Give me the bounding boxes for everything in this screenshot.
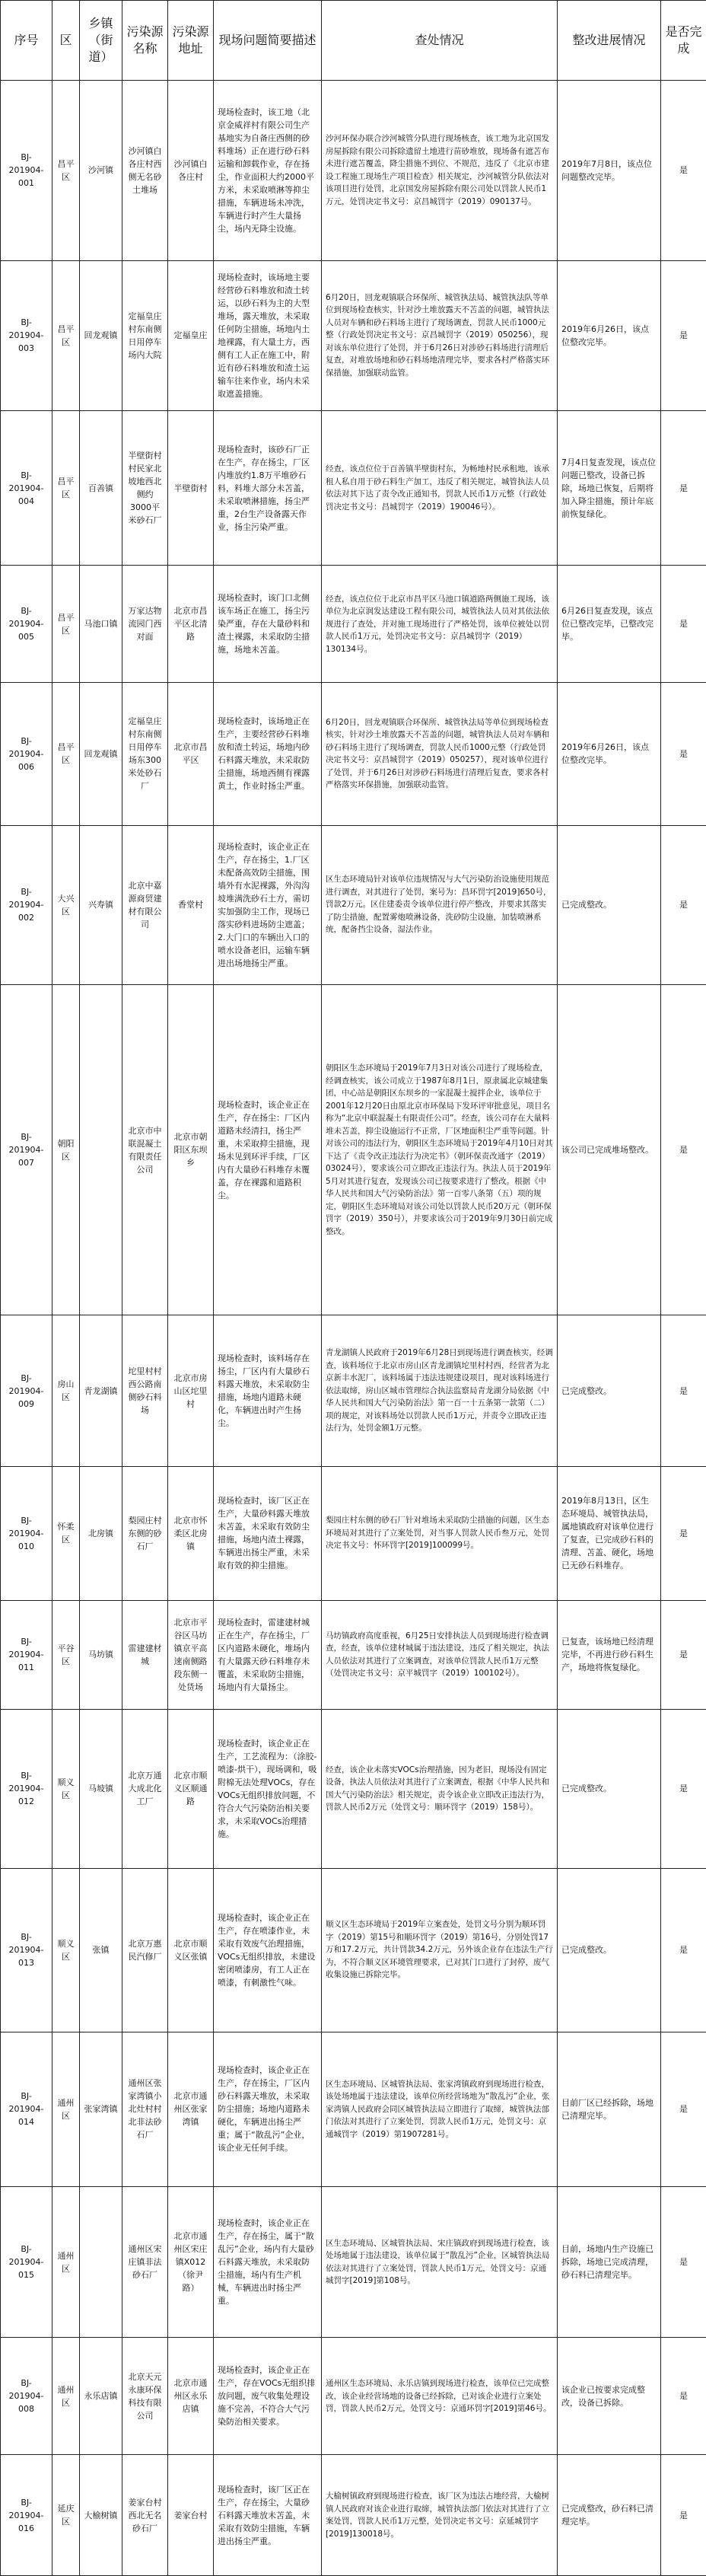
row-investigation: 6月20日，回龙观镇联合环保所、城管执法局、城管执法队等单位到现场检查核实，针对沙土堆放露天不苫盖的问题，城管执法人员对车辆和砂石料场主进行了现场调查，罚款人民币1000元整（行政处罚决定书文号：京昌城罚字（2019）050256），现对该东单位进行了处罚，并于6月26日对涉砂石料场进行清理后复查，对堆放场地和砂石料场地清理完毕，要求各村严格落实环保措施，加强联动监管。 <box>322 260 558 410</box>
table-row <box>1 1466 706 1600</box>
row-town: 青龙湖镇 <box>80 1315 122 1466</box>
header-completed: 是否完成 <box>661 1 706 81</box>
row-source-addr: 北京市顺义区张镇 <box>168 1868 214 2032</box>
row-progress: 7月4日复查发现，该点位问题已整改，设备已拆除，场地已恢复，后期将加入降尘措施，预计年底前恢复绿化。 <box>558 410 661 566</box>
row-completed: 是 <box>661 2187 706 2338</box>
row-seq: BJ-201904-014 <box>1 2032 52 2187</box>
row-seq: BJ-201904-003 <box>1 260 52 410</box>
row-source-addr: 北京市昌平区 <box>168 683 214 825</box>
row-town: 马坊镇 <box>80 1600 122 1709</box>
row-source-name: 万家达物流园门西对面 <box>122 566 168 683</box>
row-completed: 是 <box>661 2455 706 2576</box>
row-source-name: 梨园庄村东侧的砂石厂 <box>122 1466 168 1600</box>
row-progress: 目前，场地内生产设施已拆除，场地已完成清理，砂石料已清理完毕。 <box>558 2187 661 2338</box>
row-problem: 现场检查时，该厂区正在生产，大量砂料露天堆放未苫盖，未采取有效防尘措施，场地内渣土裸露，车辆进出扬尘严重，未采取有效的抑尘措施。 <box>214 1466 322 1600</box>
row-seq: BJ-201904-006 <box>1 683 52 825</box>
row-completed: 是 <box>661 1868 706 2032</box>
row-source-addr: 北京市朝阳区东坝乡 <box>168 984 214 1315</box>
row-progress: 目前厂区已经拆除，场地已清理完毕。 <box>558 2032 661 2187</box>
row-seq: BJ-201904-005 <box>1 566 52 683</box>
row-seq: BJ-201904-007 <box>1 984 52 1315</box>
header-seq: 序号 <box>1 1 52 81</box>
table-row <box>1 410 706 566</box>
row-district: 顺义区 <box>52 1868 80 2032</box>
row-source-name: 北京市中联混凝土有限责任公司 <box>122 984 168 1315</box>
row-source-name: 通州区宋庄镇非法砂石厂 <box>122 2187 168 2338</box>
row-source-addr: 香堂村 <box>168 825 214 984</box>
row-investigation: 马坊镇政府高度重视，6月25日安排执法人员到现场进行检查调查，经查，该单位建材城属于违法建设，违反了相关规定，执法人员依法对其进行了立案调查，对该单位罚款人民币1万元整（处罚决定书文号：京平城罚字（2019）100102号）。 <box>322 1600 558 1709</box>
row-completed: 是 <box>661 984 706 1315</box>
row-town: 张家湾镇 <box>80 2032 122 2187</box>
table-row <box>1 566 706 683</box>
row-completed: 是 <box>661 1600 706 1709</box>
header-row <box>1 1 706 81</box>
row-problem: 现场检查时，该场地主要经营砂石料堆放和渣土转运，以砂石料为主的大型堆场，露天堆放，未采取任何防尘措施，场地内土地裸露，有大量土方，西侧有工人正在施工中，附近有砂石料堆放和渣土运输车往来作业，场内未采取遮盖措施。 <box>214 260 322 410</box>
row-source-addr: 北京市通州区张家湾镇 <box>168 2032 214 2187</box>
row-progress: 2019年7月8日，该点位问题整改完毕。 <box>558 81 661 261</box>
row-problem: 现场检查时，该企业正在生产，存在扬尘，属于“散乱污”企业，场内有大量砂石料露天堆放，未采取防尘措施，场内有生产机械，车辆进出时扬尘严重。 <box>214 2187 322 2338</box>
row-completed: 是 <box>661 260 706 410</box>
row-progress: 已完成整改，砂石料已清理完毕。 <box>558 2455 661 2576</box>
table-row <box>1 81 706 261</box>
row-district: 通州区 <box>52 2187 80 2338</box>
row-source-addr: 半壁街村 <box>168 410 214 566</box>
row-completed: 是 <box>661 2032 706 2187</box>
row-completed: 是 <box>661 81 706 261</box>
row-problem: 现场检查时，该工地（北京金威祥村有限公司生产基地实为自备庄西侧的砂料堆场）正在进行砂石料运输和卸载作业，存在扬尘，作业面积大约2000平方米，未采取喷淋等抑尘措施，车辆进场未冲洗，车辆进行时产生大量扬尘，场内无降尘设施。 <box>214 81 322 261</box>
row-problem: 现场检查时，该厂区正在生产，存在扬尘，大量砂石料露天堆放未苫盖，未采取有效防尘措施，车辆进出扬尘严重。 <box>214 2455 322 2576</box>
row-source-addr: 姜家台村 <box>168 2455 214 2576</box>
table-row <box>1 1868 706 2032</box>
row-completed: 是 <box>661 566 706 683</box>
row-problem: 现场检查时，该企业正在生产，存在扬尘，厂区内砂石料露天堆放，未采取防尘措施；场地内道路未硬化，车辆进出扬尘严重；属于“散乱污”企业，该企业无任何手续。 <box>214 2032 322 2187</box>
row-seq: BJ-201904-008 <box>1 2338 52 2455</box>
row-problem: 现场检查时，该企业正在生产，存在扬尘：厂区内道路未经清扫，扬尘严重，未采取抑尘措施，现场未见到环评手续，厂区内有大量砂石料堆存未覆盖，存在裸露和道路积尘。 <box>214 984 322 1315</box>
row-completed: 是 <box>661 1315 706 1466</box>
row-town: 沙河镇 <box>80 81 122 261</box>
row-problem: 现场检查时，该门口北侧该车场正在施工，扬尘污染严重，存在大量砂料和渣土裸露，未采取防尘措施，场地未苫盖。 <box>214 566 322 683</box>
table-row <box>1 1600 706 1709</box>
row-town: 马池口镇 <box>80 566 122 683</box>
header-progress: 整改进展情况 <box>558 1 661 81</box>
row-town: 回龙观镇 <box>80 683 122 825</box>
row-source-name: 北京中嘉源商贸建材有限公司 <box>122 825 168 984</box>
row-investigation: 朝阳区生态环境局于2019年7月3日对该公司进行了现场检查，经调查核实，该公司成立于1987年8月1日，原隶属北京城建集团，中心站是朝阳区东坝乡的一家混凝土搅拌企业，该单位于2001年12月20日由原北京市环保局下发环评审批意见，项目名称为“北京中联混凝土有限责任公司”。经查，该公司存在大量料堆未苫盖，抑尘设施运行不正常，厂区地面积尘严重等问题。针对该公司的违法行为，朝阳区生态环境局于2019年4月10日对其下达了《责令改正违法行为决定书》（朝环保责改通字（2019）03024号），要求该公司立即改正违法行为。执法人员于2019年5月对其进行复查，发现该公司已按要求进行了整改。根据《中华人民共和国大气污染防治法》第一百零八条第（五）项的规定，朝阳区生态环境局对该公司处以罚款人民币20万元（朝环保罚字（2019）350号），并要求该公司于2019年9月30日前完成整改。 <box>322 984 558 1315</box>
row-town: 永乐店镇 <box>80 2338 122 2455</box>
row-progress: 6月26日复查发现，该点位已整改完毕，已整改完毕。 <box>558 566 661 683</box>
row-problem: 现场检查时，该料场存在扬尘，厂区内有大量砂石料露天堆放，未采取防尘措施，场地内道路未硬化，车辆进出时产生扬尘。 <box>214 1315 322 1466</box>
row-investigation: 区生态环境局、区城管执法局、张家湾镇政府到现场进行检查，该处场地属于违法建设，该单位所经营场地为“散乱污”企业，张家湾镇人民政府会同区城管执法局立即进行了取缔，城管执法部门依法对其进行了立案处罚，罚款人民币1万元，处罚文号：京通城罚字（2019）第1907281号。 <box>322 2032 558 2187</box>
header-town: 乡镇（街道） <box>80 1 122 81</box>
row-source-name: 北京天元永康环保科技有限公司 <box>122 2338 168 2455</box>
row-completed: 是 <box>661 683 706 825</box>
row-source-name: 北京万惠民汽修厂 <box>122 1868 168 2032</box>
header-investigation: 查处情况 <box>322 1 558 81</box>
table-row <box>1 683 706 825</box>
row-investigation: 经查，该点位位于北京市昌平区马池口镇道路两侧施工现场，该单位为北京润发达建设工程有限公司，城管执法人员对其依法依规进行了查处，并对施工现场进行了严格处罚，该单位被处以罚款人民币1万元，处罚决定书文号：京昌城罚字（2019）130134号。 <box>322 566 558 683</box>
row-problem: 现场检查时，该场地正在生产，主要经营砂石料堆放和渣土转运，场地内砂石料露天堆放，未采取防尘措施，场地西侧有裸露黄土，作业时扬尘严重。 <box>214 683 322 825</box>
row-seq: BJ-201904-011 <box>1 1600 52 1709</box>
row-problem: 现场检查时，该砂石厂正在生产，存在扬尘，厂区内堆放约1.8万平堆砂石料，料堆大部分未苫盖，未采取喷淋措施，扬尘严重，2台生产设备露天作业，扬尘污染严重。 <box>214 410 322 566</box>
table-row <box>1 984 706 1315</box>
row-problem: 现场检查时，该企业正在生产，工艺流程为：（涂胶-喷漆-烘干），现场调和，吸附棉无法处理VOCs，存在VOCs无组织排放问题，不符合大气污染防治相关要求，未采取VOCs治理措施。 <box>214 1709 322 1868</box>
row-progress: 2019年6月26日，该点位整改完毕。 <box>558 260 661 410</box>
row-district: 通州区 <box>52 2338 80 2455</box>
row-source-name: 姜家台村西北无名砂石厂 <box>122 2455 168 2576</box>
row-investigation: 6月20日，回龙观镇联合环保所、城管执法局等单位到现场检查核实，针对沙土堆放露天不苫盖的问题，城管执法人员对车辆和砂石料场主进行了现场调查，罚款人民币1000元整（行政处罚决定书文号：京昌城罚字（2019）050257），现对该单位进行了处罚，并于6月26日对涉砂石料场进行清理后复查，要求各村严格落实环保措施，加强联动监管。 <box>322 683 558 825</box>
row-district: 房山区 <box>52 1315 80 1466</box>
row-district: 顺义区 <box>52 1709 80 1868</box>
row-progress: 已完成整改。 <box>558 825 661 984</box>
row-problem: 现场检查时，该企业正在生产，存在VOCs无组织排放问题，废气收集处理设施不完善，不符合大气污染防治相关要求。 <box>214 2338 322 2455</box>
row-district: 昌平区 <box>52 410 80 566</box>
row-district: 通州区 <box>52 2032 80 2187</box>
row-investigation: 区生态环境局针对该单位违规情况与大气污染防治设施使用规范进行调查，对其进行了处罚，案号为：昌环罚字[2019]650号，罚款2万元。区住建委责令该单位进行停产整改，并要求其落实了防尘措施，配置雾炮喷淋设备，洗砂防尘设施，加装喷淋系统，配备挡尘设备，湿法作业。 <box>322 825 558 984</box>
row-investigation: 顺义区生态环境局于2019年立案查处，处罚文号分别为顺环罚字（2019）第15号和顺环罚字（2019）第16号，分别处罚17万和17.2万元，共计罚款34.2万元，另外该企业存在违法生产行为，不符合顺义区环境管理要求，已对其门口进行了封停，废气收集设施已拆除完毕。 <box>322 1868 558 2032</box>
row-district: 昌平区 <box>52 566 80 683</box>
row-source-addr: 北京市通州区永乐店镇 <box>168 2338 214 2455</box>
row-district: 大兴区 <box>52 825 80 984</box>
row-town: 北房镇 <box>80 1466 122 1600</box>
row-source-name: 定福皇庄村东南侧日用停车场东300米处砂石厂 <box>122 683 168 825</box>
row-seq: BJ-201904-002 <box>1 825 52 984</box>
header-source-addr: 污染源地址 <box>168 1 214 81</box>
row-town: 百善镇 <box>80 410 122 566</box>
row-investigation: 大榆树镇政府到现场进行检查，该厂区为违法占地经营，大榆树镇人民政府对该企业进行取缔，城管执法部门依法对其进行了立案处罚，罚款人民币1万元整，处罚决定书文号：京延城罚字[2019]130018号。 <box>322 2455 558 2576</box>
row-seq: BJ-201904-012 <box>1 1709 52 1868</box>
row-investigation: 梨园庄村东侧的砂石厂针对堆场未采取防尘措施的问题，区生态环境局对其进行了立案处罚，对当事人罚款人民币叁万元，处罚决定书文号：怀环罚字[2019]100099号。 <box>322 1466 558 1600</box>
row-completed: 是 <box>661 2338 706 2455</box>
row-source-addr: 北京市顺义区顺通路 <box>168 1709 214 1868</box>
row-investigation: 青龙湖镇人民政府于2019年6月28日到现场进行调查核实，经调查，该料场位于北京市房山区青龙湖镇坨里村村西，经营者为北京新丰水泥厂，该料场属于违法违规建设项目，现对该料场进行依法取缔，房山区城市管理综合执法监察局青龙湖分局依据《中华人民共和国大气污染防治法》第一百一十五条第一款第（二）项的规定，对该料场处以罚款人民币1万元，并责令立即改正违法行为，处罚金额1万元整。 <box>322 1315 558 1466</box>
row-progress: 2019年6月26日，该点位整改完毕。 <box>558 683 661 825</box>
row-source-name: 半壁街村村民家北坡地西北侧约3000平米砂石厂 <box>122 410 168 566</box>
row-investigation: 经查，该企业未落实VOCs治理措施，因为老旧，现场没有固定设备，执法人员依法对其进行了立案调查，根据《中华人民共和国大气污染防治法》相关规定，责令该企业立即改正违法行为，罚款人民币2万元（处罚文号：顺环罚字（2019）158号）。 <box>322 1709 558 1868</box>
row-town: 张镇 <box>80 1868 122 2032</box>
row-completed: 是 <box>661 1709 706 1868</box>
row-district: 昌平区 <box>52 260 80 410</box>
row-seq: BJ-201904-010 <box>1 1466 52 1600</box>
header-source-name: 污染源名称 <box>122 1 168 81</box>
row-progress: 该企业已按要求完成整改，设备已拆除。 <box>558 2338 661 2455</box>
row-town <box>80 984 122 1315</box>
row-progress: 已完成整改。 <box>558 1315 661 1466</box>
row-seq: BJ-201904-009 <box>1 1315 52 1466</box>
table-row <box>1 825 706 984</box>
table-row <box>1 2032 706 2187</box>
header-district: 区 <box>52 1 80 81</box>
row-source-name: 定福皇庄村东南侧日用停车场内大院 <box>122 260 168 410</box>
table-row <box>1 1315 706 1466</box>
row-problem: 现场检查时，雷建建材城正在生产，存在扬尘，厂区内道路未硬化，堆场内有大量露天砂石料堆存未覆盖，未采取防尘措施，场地内有大量扬尘。 <box>214 1600 322 1709</box>
row-source-name: 沙河镇白各庄村西侧无名砂土堆场 <box>122 81 168 261</box>
row-progress: 已完成整改。 <box>558 1709 661 1868</box>
row-investigation: 区生态环境局、区城管执法局、宋庄镇政府到现场进行检查，该处场地属于违法建设，该单位属于“散乱污”企业，区城管执法局依法对其进行了立案处罚，罚款人民币1万元，处罚文号：京通城罚字[2019]第108号。 <box>322 2187 558 2338</box>
row-progress: 已完成整改。 <box>558 1868 661 2032</box>
row-town <box>80 2187 122 2338</box>
row-source-addr: 北京市通州区宋庄镇X012（徐尹路） <box>168 2187 214 2338</box>
row-district: 平谷区 <box>52 1600 80 1709</box>
row-progress: 2019年8月13日，区生态环境局、城管执法局，属地镇政府对该单位进行了复查，已完成砂石料的清理、苫盖、硬化，场地已无砂石料堆存。 <box>558 1466 661 1600</box>
row-completed: 是 <box>661 825 706 984</box>
row-district: 延庆区 <box>52 2455 80 2576</box>
row-progress: 该公司已完成堆场整改。 <box>558 984 661 1315</box>
row-investigation: 经查，该点位位于百善镇半壁街村东，为畅地村民承租地，该承租人私自用于砂石料生产加工，违反了相关规定，城管执法人员依法对其下达了责令改正通知书，罚款人民币1万元整（行政处罚决定书文号：昌城罚字（2019）190046号）。 <box>322 410 558 566</box>
row-source-name: 坨里村村西公路南侧砂石料场 <box>122 1315 168 1466</box>
row-source-addr: 沙河镇白各庄村 <box>168 81 214 261</box>
row-source-name: 雷建建材城 <box>122 1600 168 1709</box>
row-progress: 已复查，该场地已经清理完毕，不再进行砂石料生产，场地将恢复绿化。 <box>558 1600 661 1709</box>
table-row <box>1 260 706 410</box>
row-source-addr: 定福皇庄 <box>168 260 214 410</box>
row-district: 怀柔区 <box>52 1466 80 1600</box>
table-row <box>1 2338 706 2455</box>
row-source-addr: 北京市平谷区马坊镇京平高速南侧路段东侧一处货场 <box>168 1600 214 1709</box>
row-town: 回龙观镇 <box>80 260 122 410</box>
row-problem: 现场检查时，该企业正在生产，存在扬尘，1.厂区未配备高效防尘措施，围墙外有水泥裸露，外沟沟坡堆满洗砂石土方，需切实加强防尘工作，现场已落实砂料进场防尘遮盖；2.大门口的车辆出入口的喷水设备老旧，运输车辆进出场地扬尘严重。 <box>214 825 322 984</box>
row-investigation: 通州区生态环境局、永乐店镇到现场进行检查，该单位已完成整改，该企业经营场地的设备已经拆除，已对该企业进行立案处罚，罚款人民币2万元，处罚文号：京通环罚字[2019]第46号。 <box>322 2338 558 2455</box>
row-seq: BJ-201904-016 <box>1 2455 52 2576</box>
row-seq: BJ-201904-004 <box>1 410 52 566</box>
row-district: 昌平区 <box>52 81 80 261</box>
row-town: 兴寿镇 <box>80 825 122 984</box>
row-district: 昌平区 <box>52 683 80 825</box>
row-source-name: 北京万通大成北化工厂 <box>122 1709 168 1868</box>
table-row <box>1 2187 706 2338</box>
row-seq: BJ-201904-001 <box>1 81 52 261</box>
table-row <box>1 2455 706 2576</box>
row-completed: 是 <box>661 410 706 566</box>
row-investigation: 沙河环保办联合沙河城管分队进行现场核查，该工地为北京国发房屋拆除有限公司拆除遗留土地进行苗砂堆放，现场备有遮苫布未进行遮苫覆盖，降尘措施不到位、不规范，违反了《北京市建设工程施工现场生产项目检查》相关规定，沙河城管分队依法对该项目进行处罚，北京国发房屋拆除有限公司处以罚款人民币1万元，处罚决定书文号：京昌城罚字（2019）090137号。 <box>322 81 558 261</box>
row-problem: 现场检查时，该企业正在生产，存在喷漆作业，未采取有效废气治理措施，VOCs无组织排放，未建设密闭喷漆房，有工人正在喷漆，有刺激性气味。 <box>214 1868 322 2032</box>
row-source-name: 通州区张家湾镇小北灶村村北非法砂石厂 <box>122 2032 168 2187</box>
row-seq: BJ-201904-015 <box>1 2187 52 2338</box>
row-completed: 是 <box>661 1466 706 1600</box>
row-district: 朝阳区 <box>52 984 80 1315</box>
row-town: 大榆树镇 <box>80 2455 122 2576</box>
row-town: 马坡镇 <box>80 1709 122 1868</box>
row-seq: BJ-201904-013 <box>1 1868 52 2032</box>
row-source-addr: 北京市房山区坨里村 <box>168 1315 214 1466</box>
table-row <box>1 1709 706 1868</box>
row-source-addr: 北京市怀柔区北房镇 <box>168 1466 214 1600</box>
row-source-addr: 北京市昌平区北清路 <box>168 566 214 683</box>
header-problem: 现场问题简要描述 <box>214 1 322 81</box>
